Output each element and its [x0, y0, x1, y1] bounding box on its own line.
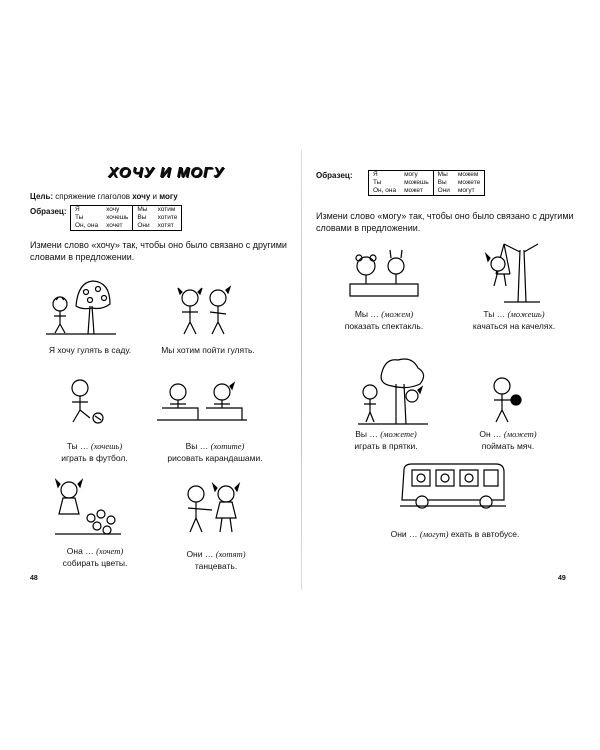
pronoun: Они — [133, 222, 154, 231]
goal-text: спряжение глаголов — [55, 192, 131, 201]
verb-form: можем — [457, 171, 479, 178]
verb-form: хотите — [157, 214, 178, 221]
verb-form: могут — [457, 187, 475, 194]
bus-illustration — [398, 462, 508, 512]
caption-5: Она … (хочет) собирать цветы. — [62, 546, 128, 568]
boy-ball-illustration — [480, 376, 530, 426]
sample-label-left: Образец: — [30, 207, 67, 216]
page-number-right: 49 — [558, 575, 566, 582]
pronoun: Мы — [433, 171, 454, 180]
pronoun: Вы — [133, 214, 154, 222]
verb-form: могу — [404, 171, 418, 178]
verb-form: хотим — [157, 206, 176, 213]
pronoun: Мы — [133, 206, 154, 215]
hide-and-seek-tree-illustration — [352, 356, 432, 426]
page-number-left: 48 — [30, 575, 38, 582]
pronoun: Они — [433, 187, 454, 196]
instruction-line-2: словами в предложении. — [316, 223, 421, 233]
instruction-right — [316, 210, 578, 234]
caption-6: Они … (хотят) танцевать. — [186, 549, 246, 571]
goal-label: Цель: — [30, 192, 54, 201]
instruction-line-1: Измени слово «могу» так, чтобы оно было связано с другими — [316, 211, 574, 221]
caption-r2: Ты … (можешь) качаться на качелях. — [472, 309, 556, 331]
caption-r5: Они … (могут) ехать в автобусе. — [390, 529, 520, 539]
verb-form: можете — [457, 179, 481, 186]
girl-flowers-illustration — [45, 478, 125, 538]
verb-form: хотят — [157, 222, 174, 229]
pronoun: Ты — [373, 179, 382, 186]
goal-line — [30, 192, 178, 201]
verb-form: хочешь — [106, 214, 129, 221]
verb-form: хочет — [106, 222, 123, 229]
toy-puppets-illustration — [346, 252, 422, 302]
goal-verb-1: хочу — [132, 192, 151, 201]
conjugation-table-right — [368, 170, 485, 196]
pronoun: Он, она — [373, 187, 397, 194]
goal-and: и — [152, 192, 157, 201]
caption-4: Вы … (хотите) рисовать карандашами. — [167, 441, 263, 463]
sample-label-right: Образец: — [316, 171, 353, 180]
caption-3: Ты … (хочешь) играть в футбол. — [61, 441, 128, 463]
instruction-left — [30, 239, 295, 263]
two-children-illustration — [170, 284, 240, 339]
boy-football-illustration — [58, 376, 118, 426]
boy-with-tree-illustration — [38, 276, 118, 336]
children-drawing-illustration — [152, 382, 252, 427]
instruction-line-1: Измени слово «хочу» так, чтобы оно было связано с другими — [30, 240, 287, 250]
dancing-children-illustration — [178, 482, 248, 537]
verb-form: можешь — [404, 179, 429, 186]
goal-verb-2: могу — [159, 192, 178, 201]
caption-r4: Он … (может) поймать мяч. — [479, 429, 537, 451]
girl-swing-illustration — [474, 240, 544, 304]
pronoun: Я — [373, 171, 378, 178]
verb-form: хочу — [106, 206, 120, 213]
conjugation-table-left — [70, 205, 182, 231]
instruction-line-2: словами в предложении. — [30, 252, 135, 262]
page-title: ХОЧУ И МОГУ — [108, 164, 225, 181]
book-gutter — [301, 150, 302, 590]
caption-r1: Мы … (можем) показать спектакль. — [344, 309, 424, 331]
verb-form: может — [404, 187, 423, 194]
caption-2: Мы хотим пойти гулять. — [161, 345, 255, 355]
pronoun: Вы — [433, 179, 454, 187]
caption-1: Я хочу гулять в саду. — [48, 345, 132, 355]
pronoun: Я — [75, 206, 80, 213]
pronoun: Он, она — [75, 222, 99, 229]
pronoun: Ты — [75, 214, 84, 221]
caption-r3: Вы … (можете) играть в прятки. — [354, 429, 418, 451]
